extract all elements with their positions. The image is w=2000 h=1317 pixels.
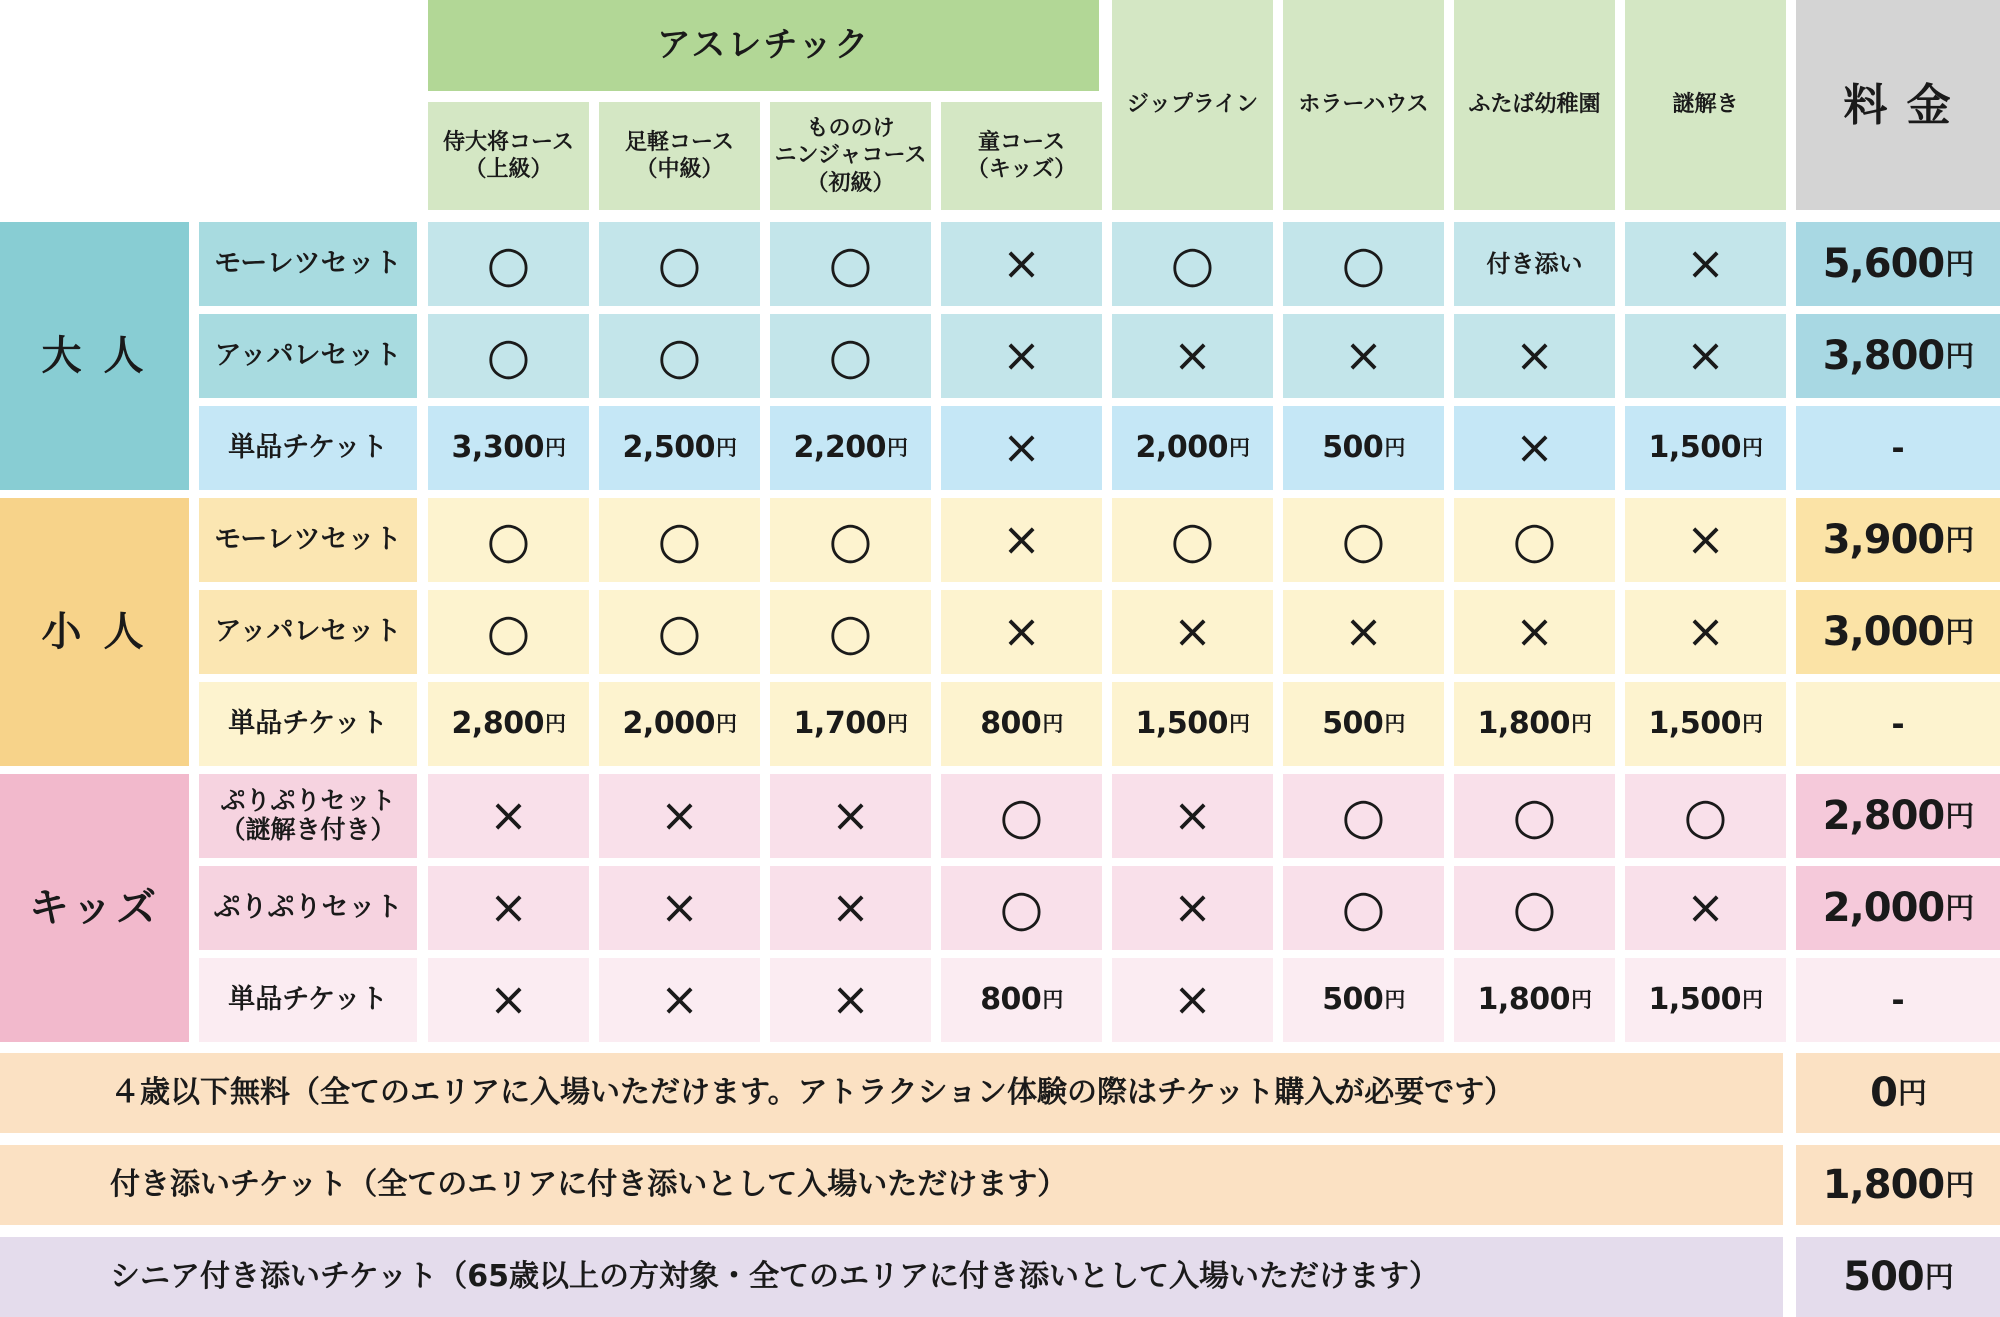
table-cell — [1112, 774, 1273, 858]
cell-amount: 1,500 — [1648, 706, 1741, 742]
circle-available-icon: ○ — [657, 234, 702, 293]
table-cell — [1283, 958, 1444, 1042]
header-horror — [1283, 0, 1444, 210]
table-cell — [1625, 866, 1786, 950]
bottom-row-text: 付き添いチケット（全てのエリアに付き添いとして入場いただけます） — [110, 1167, 1068, 1203]
table-cell — [599, 498, 760, 582]
yen-unit: 円 — [1945, 798, 1974, 833]
yen-unit: 円 — [1741, 987, 1763, 1012]
row-label — [199, 774, 417, 858]
yen-unit: 円 — [1228, 435, 1250, 460]
table-cell — [941, 314, 1102, 398]
cell-amount: 2,800 — [451, 706, 544, 742]
group-label-kids — [0, 774, 189, 1042]
cross-unavailable-icon: × — [1002, 420, 1041, 475]
table-cell — [941, 958, 1102, 1042]
price-cell — [1796, 314, 2000, 398]
header-course-line: （上級） — [464, 157, 553, 182]
yen-unit: 円 — [1042, 711, 1063, 736]
table-cell — [428, 498, 589, 582]
cell-amount: 1,500 — [1648, 982, 1741, 1018]
table-cell — [1283, 222, 1444, 306]
table-cell — [941, 498, 1102, 582]
row-label-text: ぷりぷりセット — [213, 892, 403, 924]
table-cell — [941, 682, 1102, 766]
table-cell — [1454, 682, 1615, 766]
price-cell — [1796, 958, 2000, 1042]
price-cell — [1796, 774, 2000, 858]
row-label — [199, 406, 417, 490]
table-cell — [770, 866, 931, 950]
row-label-text: （謎解き付き） — [220, 815, 396, 844]
row-label — [199, 958, 417, 1042]
cross-unavailable-icon: × — [1173, 880, 1212, 935]
header-course-line: （キッズ） — [966, 157, 1077, 182]
table-cell — [941, 590, 1102, 674]
yen-unit: 円 — [1741, 711, 1763, 736]
price-value: 500 — [1843, 1254, 1924, 1300]
table-cell — [770, 774, 931, 858]
circle-available-icon: ○ — [1170, 510, 1215, 569]
yen-unit: 円 — [1741, 435, 1763, 460]
table-cell — [1625, 222, 1786, 306]
circle-available-icon: ○ — [486, 234, 531, 293]
row-label — [199, 314, 417, 398]
cross-unavailable-icon: × — [1515, 420, 1554, 475]
yen-unit: 円 — [1945, 1167, 1974, 1202]
circle-available-icon: ○ — [828, 602, 873, 661]
yen-unit: 円 — [1945, 246, 1974, 281]
table-cell — [770, 222, 931, 306]
cross-unavailable-icon: × — [1002, 604, 1041, 659]
yen-unit: 円 — [1924, 1259, 1953, 1294]
cross-unavailable-icon: × — [1515, 328, 1554, 383]
table-cell — [1625, 958, 1786, 1042]
price-value: 2,000 — [1822, 885, 1945, 931]
table-cell — [941, 222, 1102, 306]
table-cell — [1112, 866, 1273, 950]
row-label — [199, 866, 417, 950]
header-zipline-label: ジップライン — [1126, 92, 1259, 118]
row-label — [199, 498, 417, 582]
bottom-row-price — [1796, 1237, 2000, 1317]
table-cell — [1112, 682, 1273, 766]
yen-unit: 円 — [1570, 987, 1592, 1012]
table-cell — [770, 682, 931, 766]
yen-unit: 円 — [715, 435, 737, 460]
header-price-label: 料 金 — [1843, 79, 1953, 131]
header-horror-label: ホラーハウス — [1298, 92, 1429, 118]
bottom-row-label — [0, 1145, 1783, 1225]
header-kindergarten — [1454, 0, 1615, 210]
header-course-line: もののけ — [806, 115, 895, 141]
circle-available-icon: ○ — [1512, 786, 1557, 845]
header-course-line: （初級） — [806, 170, 895, 196]
table-cell — [1112, 406, 1273, 490]
table-cell — [599, 866, 760, 950]
yen-unit: 円 — [1945, 522, 1974, 557]
table-cell — [1112, 958, 1273, 1042]
circle-available-icon: ○ — [1683, 786, 1728, 845]
group-name: 小 人 — [41, 609, 148, 655]
table-cell — [1283, 774, 1444, 858]
table-cell — [770, 498, 931, 582]
group-label-child — [0, 498, 189, 766]
price-value: 3,800 — [1822, 333, 1945, 379]
circle-available-icon: ○ — [1170, 234, 1215, 293]
cell-amount: 2,200 — [793, 430, 886, 466]
table-cell — [1625, 590, 1786, 674]
table-cell — [428, 406, 589, 490]
row-label-text: モーレツセット — [214, 524, 402, 556]
bottom-row-label — [0, 1237, 1783, 1317]
cell-amount: 3,300 — [451, 430, 544, 466]
circle-available-icon: ○ — [999, 878, 1044, 937]
table-cell — [941, 774, 1102, 858]
price-value: 2,800 — [1822, 793, 1945, 839]
price-cell — [1796, 222, 2000, 306]
cross-unavailable-icon: × — [1173, 328, 1212, 383]
table-cell — [599, 314, 760, 398]
circle-available-icon: ○ — [828, 326, 873, 385]
cell-amount: 500 — [1322, 706, 1384, 742]
price-value: 5,600 — [1822, 241, 1945, 287]
circle-available-icon: ○ — [657, 602, 702, 661]
cross-unavailable-icon: × — [1173, 972, 1212, 1027]
table-cell — [1454, 222, 1615, 306]
cell-amount: 500 — [1322, 982, 1384, 1018]
cell-amount: 1,500 — [1648, 430, 1741, 466]
cross-unavailable-icon: × — [489, 788, 528, 843]
circle-available-icon: ○ — [828, 510, 873, 569]
table-cell — [599, 590, 760, 674]
row-label-text: アッパレセット — [214, 340, 402, 372]
cell-amount: 1,800 — [1477, 982, 1570, 1018]
yen-unit: 円 — [1945, 614, 1974, 649]
cell-amount: 1,500 — [1135, 706, 1228, 742]
row-label — [199, 682, 417, 766]
header-course — [428, 102, 589, 210]
circle-available-icon: ○ — [1512, 878, 1557, 937]
yen-unit: 円 — [886, 435, 908, 460]
cross-unavailable-icon: × — [1173, 788, 1212, 843]
table-cell — [1283, 498, 1444, 582]
table-cell — [599, 222, 760, 306]
circle-available-icon: ○ — [1341, 786, 1386, 845]
price-dash: - — [1891, 705, 1905, 743]
circle-available-icon: ○ — [486, 510, 531, 569]
cross-unavailable-icon: × — [1002, 512, 1041, 567]
table-cell — [1112, 498, 1273, 582]
bottom-row-price — [1796, 1053, 2000, 1133]
cell-amount: 2,000 — [622, 706, 715, 742]
table-cell — [941, 866, 1102, 950]
cross-unavailable-icon: × — [1344, 604, 1383, 659]
table-cell — [599, 774, 760, 858]
cross-unavailable-icon: × — [1515, 604, 1554, 659]
header-athletic-label: アスレチック — [656, 25, 871, 66]
table-cell — [1112, 314, 1273, 398]
cross-unavailable-icon: × — [1686, 512, 1725, 567]
cross-unavailable-icon: × — [831, 972, 870, 1027]
circle-available-icon: ○ — [486, 602, 531, 661]
header-kindergarten-label: ふたば幼稚園 — [1468, 92, 1601, 118]
table-cell — [1625, 314, 1786, 398]
circle-available-icon: ○ — [1341, 510, 1386, 569]
header-athletic — [428, 0, 1099, 91]
yen-unit: 円 — [1384, 435, 1405, 460]
group-name: キッズ — [28, 885, 161, 931]
table-cell — [1454, 314, 1615, 398]
table-cell — [599, 958, 760, 1042]
row-label — [199, 590, 417, 674]
circle-available-icon: ○ — [1341, 878, 1386, 937]
cell-amount: 500 — [1322, 430, 1384, 466]
yen-unit: 円 — [1228, 711, 1250, 736]
table-cell — [428, 958, 589, 1042]
circle-available-icon: ○ — [657, 326, 702, 385]
bottom-row-price — [1796, 1145, 2000, 1225]
table-cell — [1112, 590, 1273, 674]
price-cell — [1796, 590, 2000, 674]
header-price — [1796, 0, 2000, 210]
price-cell — [1796, 682, 2000, 766]
yen-unit: 円 — [1042, 987, 1063, 1012]
circle-available-icon: ○ — [1341, 234, 1386, 293]
header-course-line: ニンジャコース — [774, 143, 927, 169]
yen-unit: 円 — [1945, 890, 1974, 925]
header-course — [941, 102, 1102, 210]
header-course-line: 足軽コース — [625, 129, 734, 155]
cross-unavailable-icon: × — [1686, 236, 1725, 291]
table-cell — [941, 406, 1102, 490]
bottom-row-text: シニア付き添いチケット（65歳以上の方対象・全てのエリアに付き添いとして入場いただけます） — [110, 1259, 1440, 1295]
table-cell — [428, 590, 589, 674]
table-cell — [1454, 866, 1615, 950]
header-course-line: 童コース — [978, 129, 1065, 155]
table-cell — [1454, 774, 1615, 858]
cell-note: 付き添い — [1486, 250, 1583, 278]
row-label-text: 単品チケット — [228, 708, 388, 740]
table-cell — [1283, 866, 1444, 950]
row-label — [199, 222, 417, 306]
yen-unit: 円 — [544, 711, 566, 736]
price-dash: - — [1891, 429, 1905, 467]
circle-available-icon: ○ — [1512, 510, 1557, 569]
row-label-text: ぷりぷりセット — [220, 786, 396, 816]
cell-amount: 800 — [980, 982, 1042, 1018]
table-cell — [770, 590, 931, 674]
row-label-text: モーレツセット — [214, 248, 402, 280]
yen-unit: 円 — [1897, 1075, 1926, 1110]
cross-unavailable-icon: × — [489, 880, 528, 935]
header-course-line: （中級） — [635, 157, 724, 182]
cell-amount: 800 — [980, 706, 1042, 742]
table-cell — [1283, 682, 1444, 766]
table-cell — [1625, 498, 1786, 582]
cross-unavailable-icon: × — [831, 880, 870, 935]
circle-available-icon: ○ — [657, 510, 702, 569]
header-zipline — [1112, 0, 1273, 210]
cross-unavailable-icon: × — [1173, 604, 1212, 659]
header-riddle-label: 謎解き — [1672, 92, 1739, 118]
table-cell — [770, 314, 931, 398]
cross-unavailable-icon: × — [489, 972, 528, 1027]
bottom-row-label — [0, 1053, 1783, 1133]
circle-available-icon: ○ — [999, 786, 1044, 845]
bottom-row-text: ４歳以下無料（全てのエリアに入場いただけます。アトラクション体験の際はチケット購入が必要です） — [110, 1075, 1515, 1111]
cross-unavailable-icon: × — [1002, 328, 1041, 383]
price-cell — [1796, 866, 2000, 950]
price-dash: - — [1891, 981, 1905, 1019]
cross-unavailable-icon: × — [1686, 328, 1725, 383]
yen-unit: 円 — [544, 435, 566, 460]
cross-unavailable-icon: × — [660, 880, 699, 935]
table-cell — [599, 406, 760, 490]
header-course — [770, 102, 931, 210]
table-cell — [770, 406, 931, 490]
row-label-text: 単品チケット — [228, 432, 388, 464]
table-cell — [1283, 590, 1444, 674]
table-cell — [428, 774, 589, 858]
price-value: 0 — [1870, 1070, 1897, 1116]
table-cell — [428, 222, 589, 306]
cross-unavailable-icon: × — [831, 788, 870, 843]
table-cell — [1454, 958, 1615, 1042]
price-cell — [1796, 498, 2000, 582]
table-cell — [428, 314, 589, 398]
header-course — [599, 102, 760, 210]
circle-available-icon: ○ — [486, 326, 531, 385]
table-cell — [1625, 774, 1786, 858]
cell-amount: 1,700 — [793, 706, 886, 742]
cross-unavailable-icon: × — [1344, 328, 1383, 383]
table-cell — [1454, 498, 1615, 582]
price-value: 3,900 — [1822, 517, 1945, 563]
cross-unavailable-icon: × — [1686, 604, 1725, 659]
cross-unavailable-icon: × — [1686, 880, 1725, 935]
table-cell — [1625, 682, 1786, 766]
yen-unit: 円 — [1384, 711, 1405, 736]
price-value: 3,000 — [1822, 609, 1945, 655]
table-cell — [1625, 406, 1786, 490]
cell-amount: 2,000 — [1135, 430, 1228, 466]
yen-unit: 円 — [1384, 987, 1405, 1012]
price-value: 1,800 — [1822, 1162, 1945, 1208]
group-label-adult — [0, 222, 189, 490]
group-name: 大 人 — [41, 333, 148, 379]
table-cell — [1454, 590, 1615, 674]
price-cell — [1796, 406, 2000, 490]
table-cell — [1283, 314, 1444, 398]
row-label-text: アッパレセット — [214, 616, 402, 648]
yen-unit: 円 — [1945, 338, 1974, 373]
table-cell — [599, 682, 760, 766]
table-cell — [1112, 222, 1273, 306]
header-riddle — [1625, 0, 1786, 210]
cell-amount: 2,500 — [622, 430, 715, 466]
header-course-line: 侍大将コース — [443, 129, 574, 155]
cross-unavailable-icon: × — [660, 788, 699, 843]
yen-unit: 円 — [1570, 711, 1592, 736]
cross-unavailable-icon: × — [1002, 236, 1041, 291]
table-cell — [428, 682, 589, 766]
table-cell — [428, 866, 589, 950]
yen-unit: 円 — [886, 711, 908, 736]
cross-unavailable-icon: × — [660, 972, 699, 1027]
row-label-text: 単品チケット — [228, 984, 388, 1016]
yen-unit: 円 — [715, 711, 737, 736]
table-cell — [1454, 406, 1615, 490]
table-cell — [1283, 406, 1444, 490]
circle-available-icon: ○ — [828, 234, 873, 293]
cell-amount: 1,800 — [1477, 706, 1570, 742]
table-cell — [770, 958, 931, 1042]
